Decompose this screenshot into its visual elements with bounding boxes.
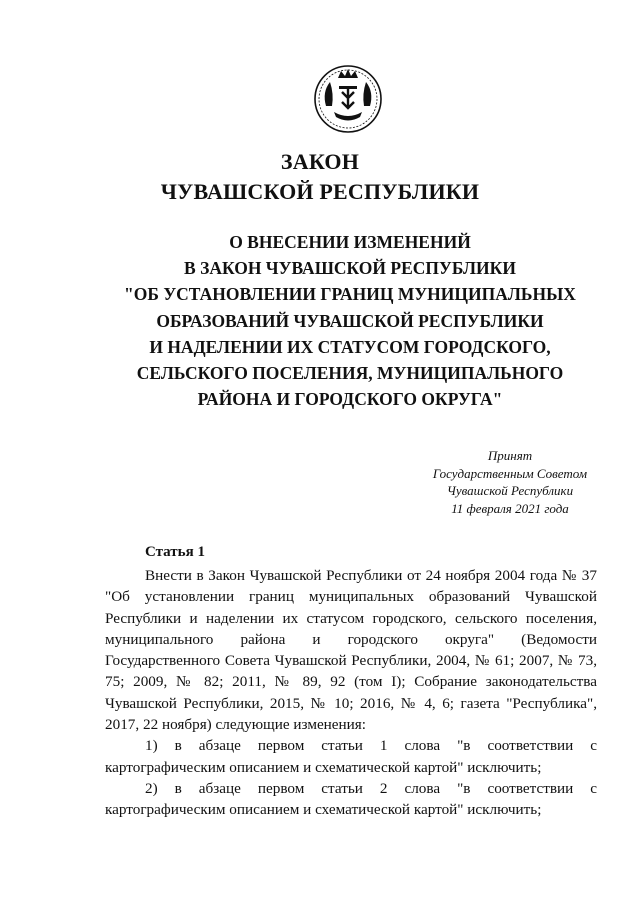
article-heading: Статья 1 bbox=[145, 544, 205, 560]
subject-line: ОБРАЗОВАНИЙ ЧУВАШСКОЙ РЕСПУБЛИКИ bbox=[156, 310, 544, 331]
law-title-line2: ЧУВАШСКОЙ РЕСПУБЛИКИ bbox=[160, 179, 480, 204]
adoption-line: Чувашской Республики bbox=[446, 483, 574, 498]
subject-line: В ЗАКОН ЧУВАШСКОЙ РЕСПУБЛИКИ bbox=[184, 258, 516, 279]
subject-line: "ОБ УСТАНОВЛЕНИИ ГРАНИЦ МУНИЦИПАЛЬНЫХ bbox=[124, 284, 576, 305]
law-subject bbox=[110, 229, 590, 412]
subject-line: СЕЛЬСКОГО ПОСЕЛЕНИЯ, МУНИЦИПАЛЬНОГО bbox=[136, 363, 564, 384]
adoption-date: 11 февраля 2021 года bbox=[451, 500, 569, 516]
article-paragraph: 2) в абзаце первом статьи 2 слова "в соответствии с картографическим описанием и схематической картой" исключить; bbox=[105, 779, 597, 819]
subject-line: И НАДЕЛЕНИИ ИХ СТАТУСОМ ГОРОДСКОГО, bbox=[149, 336, 551, 357]
subject-line: РАЙОНА И ГОРОДСКОГО ОКРУГА" bbox=[197, 389, 503, 410]
adoption-note bbox=[420, 447, 600, 517]
article-paragraph: 1) в абзаце первом статьи 1 слова "в соответствии с картографическим описанием и схематической картой" исключить; bbox=[105, 737, 597, 776]
law-title-line1: ЗАКОН bbox=[280, 149, 360, 174]
article-paragraph: Внести в Закон Чувашской Республики от 24 ноября 2004 года № 37 "Об установлении границ муниципальных образований Чувашской Республики и наделении их статусом городского, сельского поселения, муниципального района и городского округа" (Ведомости Государственного Совета Чувашской Республики, 2004, № 61; 2007, № 73, 75; 2009, № 82; 2011, № 89, 92 (том I); Собрание законодательства Чувашской Республики, 2015, № 10; 2016, № 4, 6; газета "Республика", 2017, 22 ноября) следующие изменения: bbox=[105, 567, 597, 734]
adoption-line: Принят bbox=[487, 448, 533, 463]
subject-line: О ВНЕСЕНИИ ИЗМЕНЕНИЙ bbox=[229, 232, 471, 252]
article-body bbox=[105, 565, 597, 821]
chuvash-republic-emblem-icon bbox=[312, 62, 384, 134]
adoption-line: Государственным Советом bbox=[432, 465, 588, 481]
